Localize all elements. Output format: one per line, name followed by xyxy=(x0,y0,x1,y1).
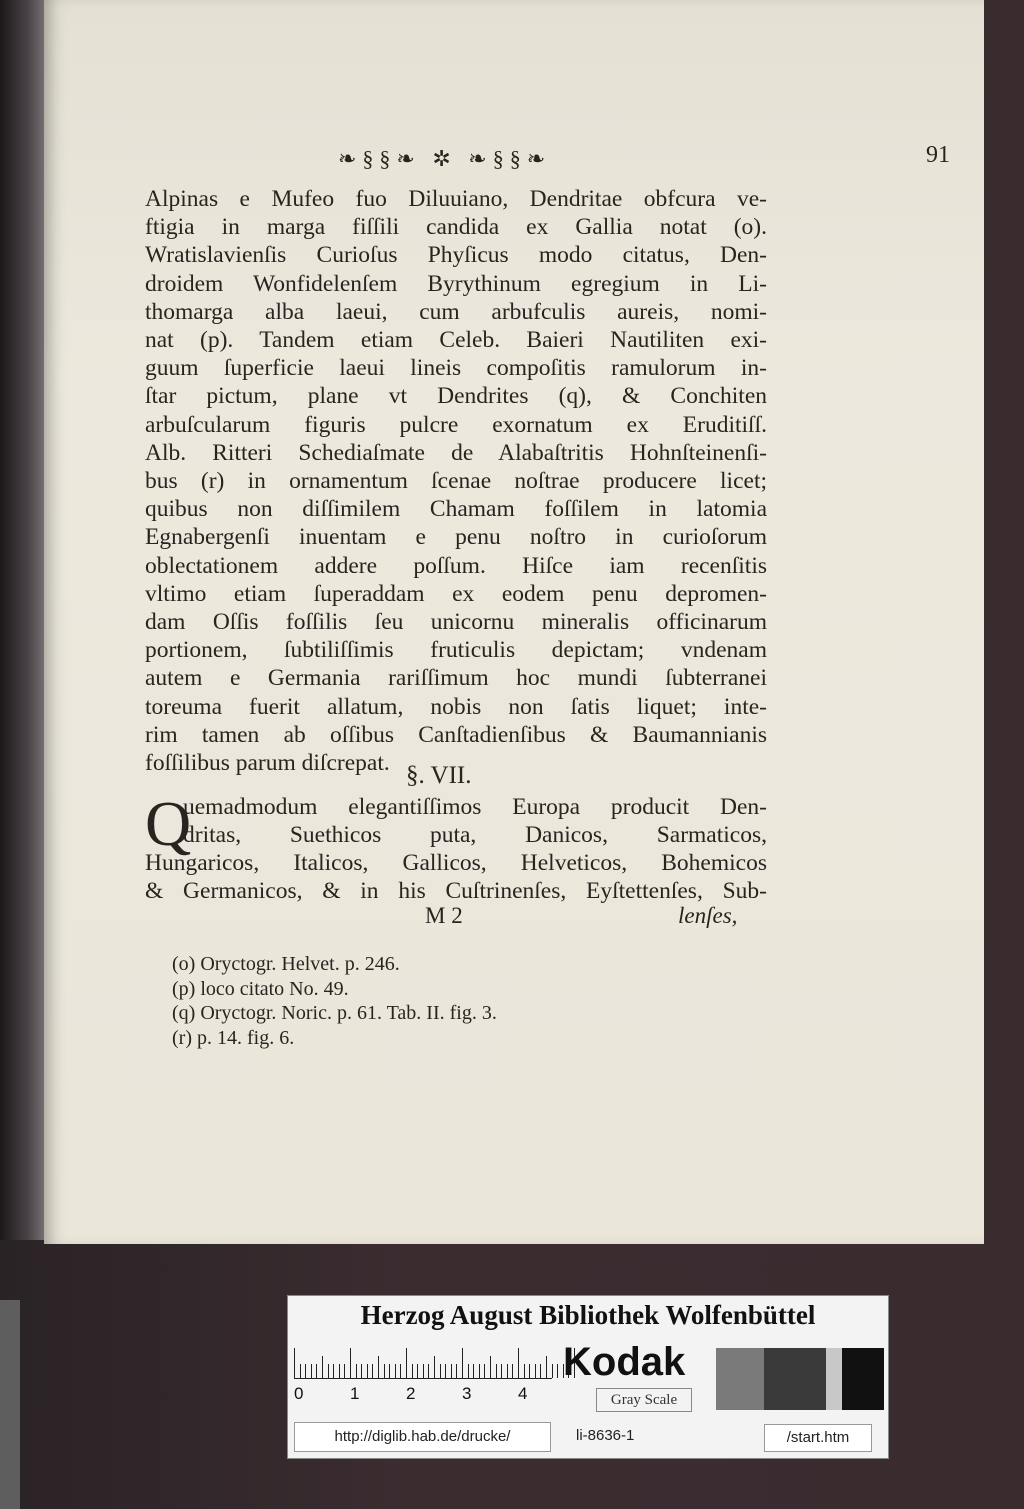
ruler-tick xyxy=(434,1356,435,1378)
ruler-tick xyxy=(356,1364,357,1378)
ruler-tick xyxy=(479,1364,480,1378)
gray-swatch-light xyxy=(826,1348,842,1410)
text-line: ſtar pictum, plane vt Dendrites (q), & Conchiten xyxy=(145,383,767,410)
ruler-tick xyxy=(518,1348,519,1378)
footnote: (o) Oryctogr. Helvet. p. 246. xyxy=(172,953,400,975)
library-color-card xyxy=(287,1295,889,1459)
ruler-tick xyxy=(512,1364,513,1378)
text-line: droidem Wonfidelenſem Byrythinum egregium in Li- xyxy=(145,270,767,297)
ruler-number: 1 xyxy=(350,1384,360,1403)
ruler-tick xyxy=(557,1364,558,1378)
text-line: Wratislavienſis Curioſus Phyſicus modo citatus, Den- xyxy=(145,242,767,269)
ruler-tick xyxy=(456,1364,457,1378)
text-line: Alpinas e Mufeo fuo Diluuiano, Dendritae obfcura ve- xyxy=(145,186,767,212)
ruler-tick xyxy=(333,1364,334,1378)
ruler-tick xyxy=(294,1348,295,1378)
section-paragraph xyxy=(145,788,767,905)
text-line: toreuma fuerit allatum, nobis non ſatis liquet; inte- xyxy=(145,693,767,720)
ruler-tick xyxy=(535,1364,536,1378)
main-paragraph xyxy=(145,185,767,777)
footnote: (r) p. 14. fig. 6. xyxy=(172,1026,295,1049)
text-line: Hungaricos, Italicos, Gallicos, Helveticos, Bohemicos xyxy=(145,850,767,876)
ruler-tick xyxy=(406,1348,407,1378)
text-line: guum ſuperficie laeui lineis compoſitis ramulorum in- xyxy=(145,355,767,382)
ruler-number: 0 xyxy=(294,1384,304,1403)
text-line: ftigia in marga fiſſili candida ex Gallia notat (o). xyxy=(145,214,767,241)
ruler-tick xyxy=(339,1364,340,1378)
ruler-tick xyxy=(473,1364,474,1378)
ruler-tick xyxy=(468,1364,469,1378)
section-heading: §. VII. xyxy=(406,762,472,789)
ruler-tick xyxy=(311,1364,312,1378)
book-spine xyxy=(0,0,46,1240)
ruler-tick xyxy=(507,1364,508,1378)
text-line: & Germanicos, & in his Cuſtrinenſes, Eyſtettenſes, Sub- xyxy=(145,878,767,904)
ruler-tick xyxy=(484,1364,485,1378)
text-line: Egnabergenſi inuentam e penu noſtro in curioſorum xyxy=(145,524,767,551)
ruler-number: 4 xyxy=(518,1384,528,1403)
ruler-tick xyxy=(328,1364,329,1378)
kodak-logo: Kodak xyxy=(563,1340,686,1384)
gray-swatch-dark xyxy=(764,1348,826,1410)
ruler-tick xyxy=(361,1364,362,1378)
ruler-tick xyxy=(423,1364,424,1378)
text-line: Alb. Ritteri Schediaſmate de Alabaſtritis Hohnſteinenſi- xyxy=(145,439,767,466)
ruler-tick xyxy=(300,1364,301,1378)
ruler-tick xyxy=(316,1364,317,1378)
text-line: nat (p). Tandem etiam Celeb. Baieri Nautiliten exi- xyxy=(145,327,767,354)
text-line: portionem, ſubtiliſſimis fruticulis depictam; vndenam xyxy=(145,637,767,664)
text-line: bus (r) in ornamentum ſcenae noſtrae producere licet; xyxy=(145,468,767,495)
footnote: (p) loco citato No. 49. xyxy=(172,977,349,1000)
ruler-tick xyxy=(529,1364,530,1378)
ruler-tick xyxy=(496,1364,497,1378)
page-number: 91 xyxy=(926,142,950,168)
ruler-number: 2 xyxy=(406,1384,416,1403)
shelfmark-label: li-8636-1 xyxy=(576,1427,635,1444)
ruler-tick xyxy=(400,1364,401,1378)
ruler-tick xyxy=(501,1364,502,1378)
ruler-baseline xyxy=(294,1378,552,1379)
ruler-tick xyxy=(372,1364,373,1378)
start-page-label: /start.htm xyxy=(764,1424,872,1452)
header-ornament: ❧§§❧ ✲ ❧§§❧ xyxy=(338,146,552,171)
signature-mark: M 2 xyxy=(425,903,463,928)
ruler-tick xyxy=(367,1364,368,1378)
text-line: dam Oſſis foſſilis ſeu unicornu mineralis officinarum xyxy=(145,609,767,636)
left-gray-strip xyxy=(0,1300,20,1509)
ruler-tick xyxy=(462,1348,463,1378)
text-line: quibus non diſſimilem Chamam foſſilem in latomia xyxy=(145,496,767,523)
ruler-tick xyxy=(395,1364,396,1378)
text-line: uemadmodum elegantiſſimos Europa producit Den- xyxy=(183,794,767,820)
url-label: http://diglib.hab.de/drucke/ xyxy=(294,1422,551,1452)
text-line: oblectationem addere poſſum. Hiſce iam recenſitis xyxy=(145,552,767,579)
ruler-tick xyxy=(440,1364,441,1378)
library-title: Herzog August Bibliothek Wolfenbüttel xyxy=(360,1300,816,1330)
text-line: arbuſcularum figuris pulcre exornatum ex Eruditiſſ. xyxy=(145,411,767,438)
ruler-tick xyxy=(445,1364,446,1378)
footnote: (q) Oryctogr. Noric. p. 61. Tab. II. fig. 3. xyxy=(172,1002,497,1024)
catchword: lenſes, xyxy=(678,903,738,928)
ruler-tick xyxy=(389,1364,390,1378)
text-line: foſſilibus parum diſcrepat. xyxy=(145,750,390,777)
ruler-tick xyxy=(552,1364,553,1378)
ruler-tick xyxy=(350,1348,351,1378)
ruler-tick xyxy=(490,1356,491,1378)
ruler-tick xyxy=(384,1364,385,1378)
ruler-tick xyxy=(540,1364,541,1378)
text-line: thomarga alba laeui, cum arbufculis aureis, nomi- xyxy=(145,298,767,325)
ruler-tick xyxy=(412,1364,413,1378)
footnotes xyxy=(172,952,497,1050)
ruler-tick xyxy=(524,1364,525,1378)
ruler-tick xyxy=(378,1356,379,1378)
gray-scale-label: Gray Scale xyxy=(596,1388,692,1412)
text-line: rim tamen ab oſſibus Canſtadienſibus & Baumannianis xyxy=(145,721,767,748)
ruler-scale xyxy=(294,1340,552,1378)
ruler-tick xyxy=(322,1356,323,1378)
black-swatch xyxy=(842,1348,884,1410)
ruler-tick xyxy=(305,1364,306,1378)
ruler-tick xyxy=(417,1364,418,1378)
gray-swatch-mid xyxy=(716,1348,764,1410)
text-line: autem e Germania rariſſimum hoc mundi ſubterranei xyxy=(145,665,767,692)
text-line: dritas, Suethicos puta, Danicos, Sarmaticos, xyxy=(183,822,767,848)
drop-cap: Q xyxy=(145,788,192,859)
ruler-number: 3 xyxy=(462,1384,472,1403)
ruler-tick xyxy=(344,1364,345,1378)
text-line: vltimo etiam ſuperaddam ex eodem penu depromen- xyxy=(145,580,767,607)
ruler-tick xyxy=(428,1364,429,1378)
ruler-tick xyxy=(451,1364,452,1378)
ruler-tick xyxy=(546,1356,547,1378)
